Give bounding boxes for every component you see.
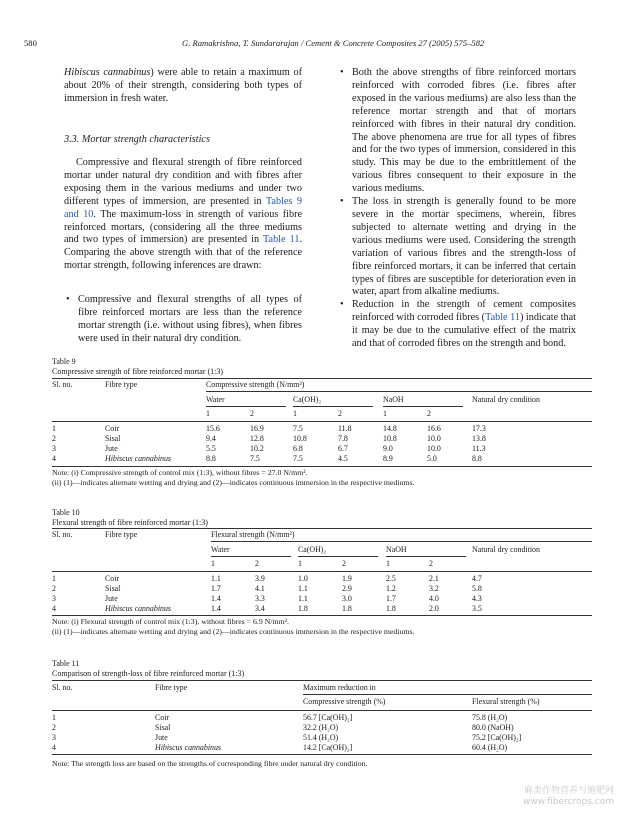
table11 xyxy=(52,680,592,760)
table-cell: 14.2 [Ca(OH)₂] xyxy=(303,743,353,752)
table-row xyxy=(52,424,592,434)
left-column xyxy=(64,67,302,106)
table10: Sl. no. Fibre type Flexural strength (N/mm²) Water Ca(OH)₂ NaOH Natural dry condition 1 2 1 2 1 2 1 Coir 1.1 3.9 1.0 1.9 2.5 2.1 4.7 2 Sisal 1.7 4.1 1.1 2.9 1.2 3.2 5.8 3 Jute 1.4 3.3 1.1 3.0 1.7 4.0 4.3 4 Hibiscus cannabinus 1.4 3.4 1.8 1.8 1.8 2.0 3.5 xyxy=(52,528,592,621)
col-header-natural-dry: Natural dry condition xyxy=(472,545,540,554)
table-cell: 4.1 xyxy=(255,584,265,593)
table-cell: 4 xyxy=(52,454,56,463)
table-ref-link[interactable]: Table 11 xyxy=(485,312,520,324)
table-cell: 6.8 xyxy=(293,444,303,453)
table-cell: 32.2 (H₂O) xyxy=(303,723,339,732)
table-cell: 1.9 xyxy=(342,574,352,583)
table-cell: 1.7 xyxy=(211,584,221,593)
watermark: 麻类作物营养与施肥网 www.fibercrops.com xyxy=(523,786,614,807)
table-ref-link[interactable]: Tables 9 and 10 xyxy=(64,195,302,220)
table-cell: 4 xyxy=(52,743,56,752)
col-header-caoh2: Ca(OH)₂ xyxy=(298,545,327,554)
col-header-compressive: Compressive strength (%) xyxy=(303,697,386,706)
body-paragraph: Compressive and flexural strength of fibre reinforced mortar under natural dry condition and with fibres after exposing them in the various mediums and under two different types of immersion, are presented in Tables 9 and 10. The maximum-loss in strength of various fibre reinforced mortars, (considering all the three mediums and two types of immersion) are presented in Table 11. Comparing the above strength with that of the reference mortar strength, following inferences are drawn: xyxy=(64,157,302,272)
col-header-naoh: NaOH xyxy=(386,545,407,554)
table-row xyxy=(52,454,592,464)
col-header-naoh: NaOH xyxy=(383,395,404,404)
table-row xyxy=(52,444,592,454)
table-cell: 10.8 xyxy=(383,434,397,443)
col-header-slno: Sl. no. xyxy=(52,380,73,389)
col-group-header: Compressive strength (N/mm²) xyxy=(206,380,305,389)
table-cell: Coir xyxy=(155,713,170,722)
table-cell: Hibiscus cannabinus xyxy=(155,743,221,752)
table-cell: 16.6 xyxy=(427,424,441,433)
continued-paragraph: Hibiscus cannabinus) were able to retain a maximum of about 20% of their strength, considering both types of immersion in fresh water. xyxy=(64,67,302,104)
table-cell: 56.7 [Ca(OH)₂] xyxy=(303,713,353,722)
table-cell: 1 xyxy=(52,574,56,583)
table9-caption-block xyxy=(52,357,592,377)
table-cell: 1.2 xyxy=(386,584,396,593)
table-cell: 12.8 xyxy=(250,434,264,443)
col-header-water: Water xyxy=(211,545,230,554)
table-cell: 60.4 (H₂O) xyxy=(472,743,508,752)
table9: Sl. no. Fibre type Compressive strength (N/mm²) Water Ca(OH)₂ NaOH Natural dry condition 1 2 1 2 1 2 1 Coir 15.6 16.9 7.5 11.8 14.8 16.6 17.3 2 Sisal 9.4 12.8 10.8 7.8 10.8 10.0 13.8 3 Jute 5.5 10.2 6.8 6.7 9.0 10.0 11.3 4 Hibiscus cannabinus 8.8 7.5 7.5 4.5 8.9 5.0 8.8 xyxy=(52,378,592,473)
table-note: (ii) (1)—indicates alternate wetting and drying and (2)—indicates continuous immersion in the respective mediums. xyxy=(52,478,415,487)
table-note: (ii) (1)—indicates alternate wetting and drying and (2)—indicates continuous immersion in the respective mediums. xyxy=(52,627,415,636)
table-cell: 80.0 (NaOH) xyxy=(472,723,514,732)
table-cell: 11.3 xyxy=(472,444,486,453)
table-cell: 1.1 xyxy=(211,574,221,583)
table10-caption-block xyxy=(52,508,592,528)
table-cell: 3 xyxy=(52,733,56,742)
table-cell: 3 xyxy=(52,444,56,453)
table-cell: 8.9 xyxy=(383,454,393,463)
table-cell: 9.0 xyxy=(383,444,393,453)
left-column-body xyxy=(64,157,302,273)
table-note: Note: (i) Flexural strength of control mix (1:3), without fibres = 6.9 N/mm². xyxy=(52,617,289,626)
table-cell: 4.5 xyxy=(338,454,348,463)
left-column-bullets xyxy=(64,294,302,346)
table-row xyxy=(52,584,592,594)
table-cell: 1.1 xyxy=(298,594,308,603)
table-cell: 3.2 xyxy=(429,584,439,593)
table10-notes xyxy=(52,617,592,637)
section-heading: 3.3. Mortar strength characteristics xyxy=(64,134,210,145)
table-cell: 1.8 xyxy=(342,604,352,613)
table-row xyxy=(52,434,592,444)
table-cell: 3.0 xyxy=(342,594,352,603)
table-cell: 17.3 xyxy=(472,424,486,433)
table-cell: 5.8 xyxy=(472,584,482,593)
table-caption: Flexural strength of fibre reinforced mortar (1:3) xyxy=(52,518,208,527)
table-row xyxy=(52,594,592,604)
table-cell: 16.9 xyxy=(250,424,264,433)
table-cell: 75.2 [Ca(OH)₂] xyxy=(472,733,522,742)
col-header-caoh2: Ca(OH)₂ xyxy=(293,395,322,404)
table9-notes xyxy=(52,468,592,488)
table-cell: 4.3 xyxy=(472,594,482,603)
table-cell: Coir xyxy=(105,574,120,583)
table-note: Note: The strength loss are based on the strengths of corresponding fibre under natural dry condition. xyxy=(52,759,368,768)
table-cell: 1.0 xyxy=(298,574,308,583)
page-number: 580 xyxy=(24,38,37,48)
table-cell: Sisal xyxy=(105,584,121,593)
running-title: G. Ramakrishna, T. Sundararajan / Cement & Concrete Composites 27 (2005) 575–582 xyxy=(182,38,485,48)
table-cell: 10.2 xyxy=(250,444,264,453)
table-row xyxy=(52,723,592,733)
table-cell: 1.7 xyxy=(386,594,396,603)
table-cell: 7.5 xyxy=(250,454,260,463)
table-cell: 51.4 (H₂O) xyxy=(303,733,339,742)
table-cell: 7.5 xyxy=(293,454,303,463)
table-cell: 4 xyxy=(52,604,56,613)
table-cell: Jute xyxy=(105,444,118,453)
table-cell: 5.0 xyxy=(427,454,437,463)
table-cell: 9.4 xyxy=(206,434,216,443)
table11-notes xyxy=(52,759,592,769)
table-cell: 1.8 xyxy=(386,604,396,613)
table-note: Note: (i) Compressive strength of control mix (1:3), without fibres = 27.0 N/mm². xyxy=(52,468,308,477)
table-cell: 8.8 xyxy=(472,454,482,463)
table-cell: 6.7 xyxy=(338,444,348,453)
bullet-item: • Reduction in the strength of cement composites reinforced with corroded fibres (Table 11) indicate that it may be due to the cumulative effect of the matrix and that of corroded fibres on the strength and bond. xyxy=(338,299,576,351)
col-header-fibre: Fibre type xyxy=(155,683,188,692)
table-cell: 1.4 xyxy=(211,604,221,613)
table-row xyxy=(52,574,592,584)
table-caption: Comparison of strength-loss of fibre reinforced mortar (1:3) xyxy=(52,669,245,678)
table-cell: 4.0 xyxy=(429,594,439,603)
col-header-flexural: Flexural strength (%) xyxy=(472,697,540,706)
table-cell: 10.8 xyxy=(293,434,307,443)
bullet-item: • Compressive and flexural strengths of all types of fibre reinforced mortars are less than the reference mortar strength (i.e. without using fibres), when fibres were used in their natural dry condition. xyxy=(64,294,302,346)
table-cell: 10.0 xyxy=(427,434,441,443)
table-label: Table 9 xyxy=(52,357,76,366)
species-name: Hibiscus cannabinus xyxy=(64,67,151,78)
table-cell: Jute xyxy=(155,733,168,742)
right-column xyxy=(338,67,576,351)
table-cell: 1.4 xyxy=(211,594,221,603)
table-cell: Jute xyxy=(105,594,118,603)
table-cell: 15.6 xyxy=(206,424,220,433)
table-cell: 4.7 xyxy=(472,574,482,583)
col-header-water: Water xyxy=(206,395,225,404)
col-header-slno: Sl. no. xyxy=(52,683,73,692)
table-caption: Compressive strength of fibre reinforced mortar (1:3) xyxy=(52,367,224,376)
table-cell: 7.8 xyxy=(338,434,348,443)
table-cell: 2.0 xyxy=(429,604,439,613)
table-cell: 2 xyxy=(52,434,56,443)
col-group-header: Maximum reduction in xyxy=(303,683,376,692)
table-cell: Sisal xyxy=(105,434,121,443)
table-cell: 3.3 xyxy=(255,594,265,603)
table-cell: Hibiscus cannabinus xyxy=(105,604,171,613)
table11-caption-block xyxy=(52,659,592,679)
table-cell: 1 xyxy=(52,713,56,722)
running-header xyxy=(24,38,596,52)
table-label: Table 11 xyxy=(52,659,80,668)
table-cell: 11.8 xyxy=(338,424,352,433)
table-row xyxy=(52,604,592,614)
table-cell: 7.5 xyxy=(293,424,303,433)
col-header-natural-dry: Natural dry condition xyxy=(472,395,540,404)
table-cell: 2.5 xyxy=(386,574,396,583)
table-cell: Sisal xyxy=(155,723,171,732)
table-row xyxy=(52,713,592,723)
table-cell: 1.1 xyxy=(298,584,308,593)
table-label: Table 10 xyxy=(52,508,80,517)
table-row xyxy=(52,733,592,743)
col-group-header: Flexural strength (N/mm²) xyxy=(211,530,295,539)
table-ref-link[interactable]: Table 11 xyxy=(263,234,300,246)
bullet-item: • The loss in strength is generally found to be more severe in the mortar specimens, wherein, fibres subjected to alternate wetting and drying in the various mediums were used. Considering the strength variation of various fibres and the strength-loss of fibre reinforced mortars, it can be inferred that certain types of fibres are susceptible for deterioration even in water, apart from alkaline mediums. xyxy=(338,196,576,299)
table-cell: 5.5 xyxy=(206,444,216,453)
table-cell: 2 xyxy=(52,723,56,732)
table-cell: 3.9 xyxy=(255,574,265,583)
col-header-fibre: Fibre type xyxy=(105,380,138,389)
table-cell: 2.9 xyxy=(342,584,352,593)
left-column-section xyxy=(64,134,302,147)
table-cell: 1 xyxy=(52,424,56,433)
col-header-slno: Sl. no. xyxy=(52,530,73,539)
table-cell: 10.0 xyxy=(427,444,441,453)
table-cell: 2 xyxy=(52,584,56,593)
table-cell: Coir xyxy=(105,424,120,433)
table-cell: 3.5 xyxy=(472,604,482,613)
bullet-item: • Both the above strengths of fibre reinforced mortars reinforced with corroded fibres (i.e. fibres after exposed in the various mediums) are also less than the reference mortar strength and that of mortars reinforced with fibres in their natural dry condition. The above phenomena are true for all types of fibres and for the two types of immersion, considered in this study. This may be due to the embrittlement of the various fibres consequent to their exposure in the various mediums. xyxy=(338,67,576,196)
col-header-fibre: Fibre type xyxy=(105,530,138,539)
table-cell: 13.8 xyxy=(472,434,486,443)
table-cell: 3 xyxy=(52,594,56,603)
table-cell: 75.8 (H₂O) xyxy=(472,713,508,722)
table-cell: Hibiscus cannabinus xyxy=(105,454,171,463)
table-cell: 14.8 xyxy=(383,424,397,433)
table-cell: 3.4 xyxy=(255,604,265,613)
table-row xyxy=(52,743,592,753)
table-cell: 2.1 xyxy=(429,574,439,583)
table-cell: 8.8 xyxy=(206,454,216,463)
table-cell: 1.8 xyxy=(298,604,308,613)
